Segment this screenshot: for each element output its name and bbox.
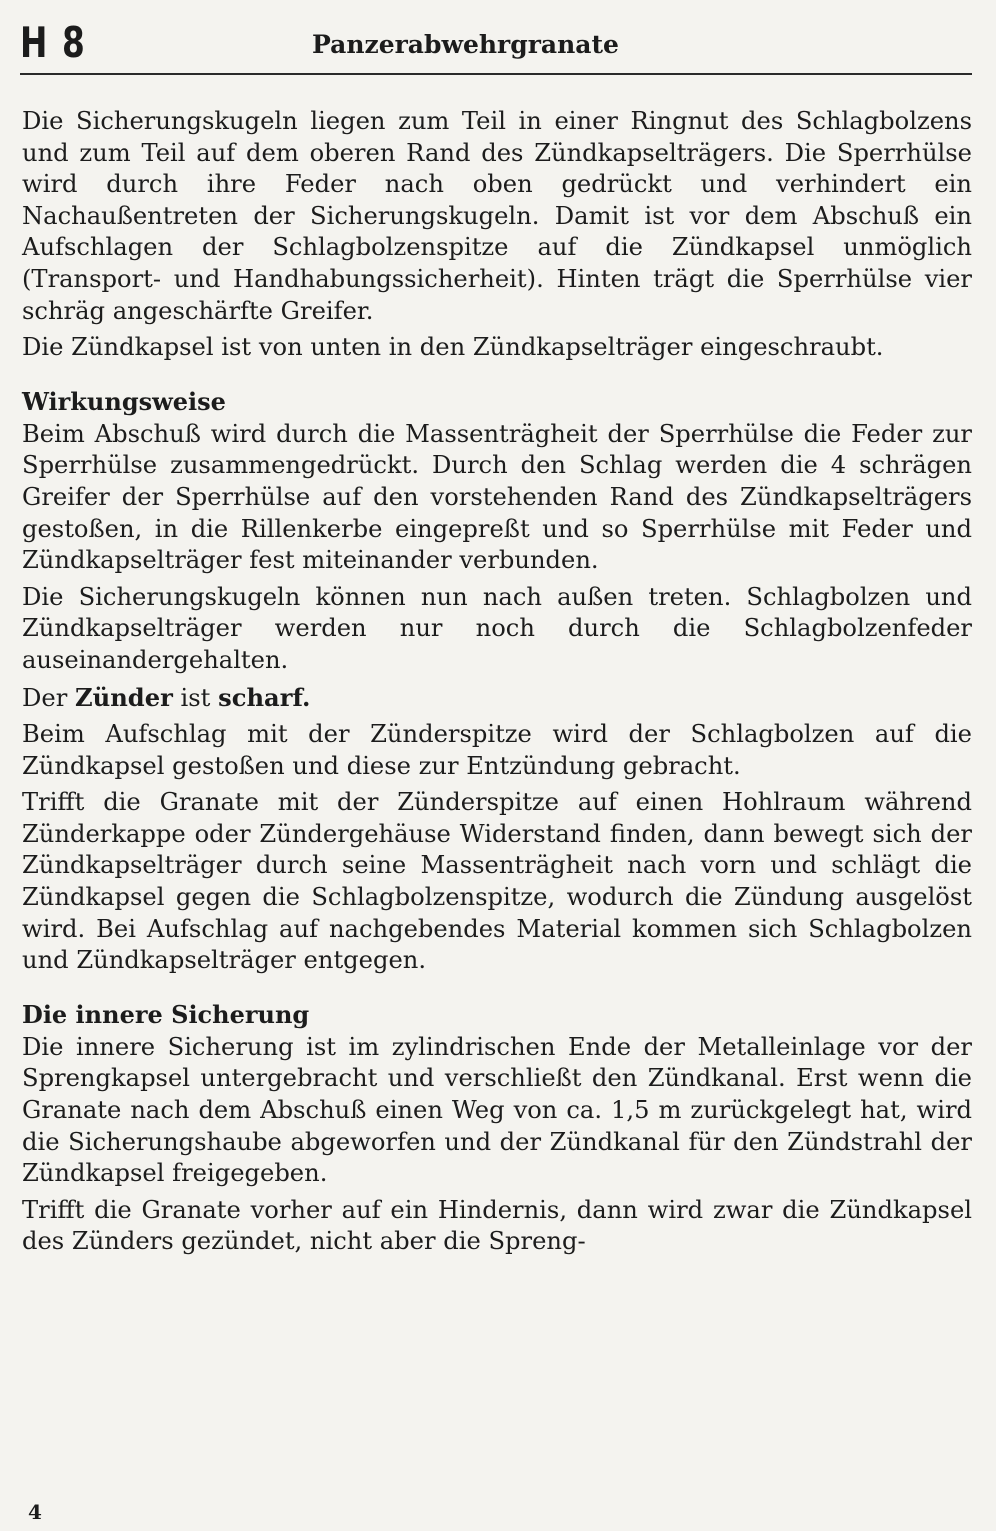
paragraph-firing: Beim Abschuß wird durch die Massenträgheit der Sperrhülse die Feder zur Sperrhülse zusammengedrückt. Durch den Schlag werden die 4 schrägen Greifer der Sperrhülse auf den vorstehenden Rand des Zündkapselträgers gestoßen, in die Rillenkerbe eingepreßt und so Sperrhülse mit Feder und Zündkapselträger fest miteinander verbunden. [22,419,972,575]
paragraph-impact: Beim Aufschlag mit der Zünderspitze wird der Schlagbolzen auf die Zündkapsel gestoßen und diese zur Entzündung gebracht. [22,720,972,780]
paragraph-balls-release: Die Sicherungskugeln können nun nach außen treten. Schlagbolzen und Zündkapselträger werden nur noch durch die Schlagbolzenfeder auseinandergehalten. [22,582,972,674]
page-body [22,106,972,1263]
header-rule [20,73,972,75]
page-title: Panzerabwehrgranate [312,30,619,59]
armed-text-mid: ist [172,683,219,712]
page-header [20,18,972,74]
paragraph-primer: Die Zündkapsel ist von unten in den Zündkapselträger eingeschraubt. [22,333,884,362]
heading-inner-safety: Die innere Sicherung [22,999,310,1029]
page-number: 4 [28,1500,42,1524]
paragraph-safety-balls: Die Sicherungskugeln liegen zum Teil in einer Ringnut des Schlagbolzens und zum Teil auf dem oberen Rand des Zündkapselträgers. Die Sperrhülse wird durch ihre Feder nach oben gedrückt und verhindert ein Nachaußentreten der Sicherungskugeln. Damit ist vor dem Abschuß ein Aufschlagen der Schlagbolzenspitze auf die Zündkapsel unmöglich (Transport- und Handhabungssicherheit). Hinten trägt die Sperrhülse vier schräg angeschärfte Greifer. [22,107,972,325]
paragraph-obstacle: Trifft die Granate vorher auf ein Hindernis, dann wird zwar die Zündkapsel des Zünders gezündet, nicht aber die Spreng- [22,1195,972,1256]
armed-text-sharp: scharf. [218,682,311,712]
paragraph-armed [22,682,972,715]
paragraph-cavity: Trifft die Granate mit der Zünderspitze auf einen Hohlraum während Zünderkappe oder Zündergehäuse Widerstand finden, dann bewegt sich der Zündkapselträger durch seine Massenträgheit nach vorn und schlägt die Zündkapsel gegen die Schlagbolzenspitze, wodurch die Zündung ausgelöst wird. Bei Aufschlag auf nachgebendes Material kommen sich Schlagbolzen und Zündkapselträger entgegen. [22,788,972,975]
heading-function: Wirkungsweise [22,386,226,416]
armed-text-fuze: Zünder [74,682,173,712]
section-code: H 8 [20,18,87,67]
paragraph-inner-safety: Die innere Sicherung ist im zylindrischen Ende der Metalleinlage vor der Sprengkapsel untergebracht und verschließt den Zündkanal. Erst wenn die Granate nach dem Abschuß einen Weg von ca. 1,5 m zurückgelegt hat, wird die Sicherungshaube abgeworfen und der Zündkanal für den Zündstrahl der Zündkapsel freigegeben. [22,1032,972,1188]
armed-text-pre: Der [22,683,75,712]
